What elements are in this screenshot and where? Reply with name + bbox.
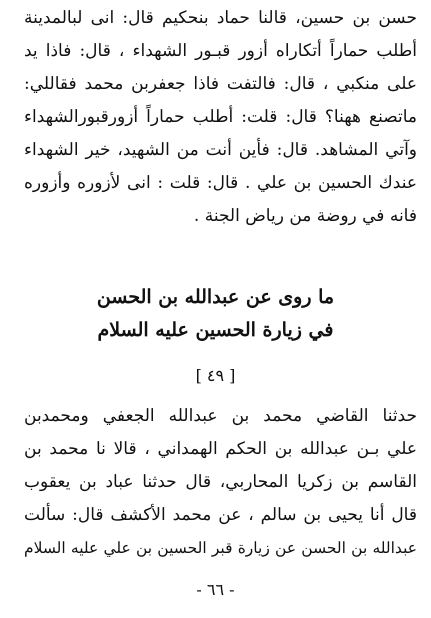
text-line: فانه في روضة من رياض الجنة .: [193, 206, 417, 226]
text-line: علي بـن عبدالله بن الحكم الهمداني ، قالا نا محمد بن: [24, 439, 417, 459]
page-number: - ٦٦ -: [196, 580, 235, 599]
paragraph-narration: [24, 2, 417, 233]
hadith-number: [ ٤٩ ]: [195, 366, 236, 385]
text-line: عبدالله بن الحسن عن زيارة قبر الحسين بن علي عليه السلام: [24, 539, 417, 557]
section-heading-line-2: في زيارة الحسين عليه السلام: [97, 319, 334, 341]
text-line: حدثنا القاضي محمد بن عبدالله الجعفي ومحمدبن: [24, 406, 417, 426]
paragraph-hadith: [24, 400, 417, 565]
text-line: ماتصنع ههنا؟ قال: قلت: أطلب حماراً أزورقبورالشهداء: [24, 107, 417, 127]
text-line: القاسم بن زكريا المحاربي، قال حدثنا عباد بن يعقوب: [24, 472, 417, 492]
text-line: على منكبي ، قال: فالتفت فاذا جعفربن محمد فقاللي:: [24, 74, 417, 94]
text-line: عندك الحسين بن علي . قال: قلت : انى لأزوره وأزوره: [24, 173, 417, 193]
section-heading-line-1: ما روى عن عبدالله بن الحسن: [96, 286, 335, 308]
text-line: وآتي المشاهد. قال: فأين أنت من الشهيد، خير الشهداء: [24, 140, 417, 160]
text-line: قال أنا يحيى بن سالم ، عن محمد الأكشف قال: سألت: [24, 505, 417, 525]
text-line: أطلب حماراً أتكاراه أزور قبـور الشهداء ، قال: فاذا يد: [24, 41, 417, 61]
text-line: حسن بن حسين، قالنا حماد بنحكيم قال: انى لبالمدينة: [24, 8, 417, 28]
